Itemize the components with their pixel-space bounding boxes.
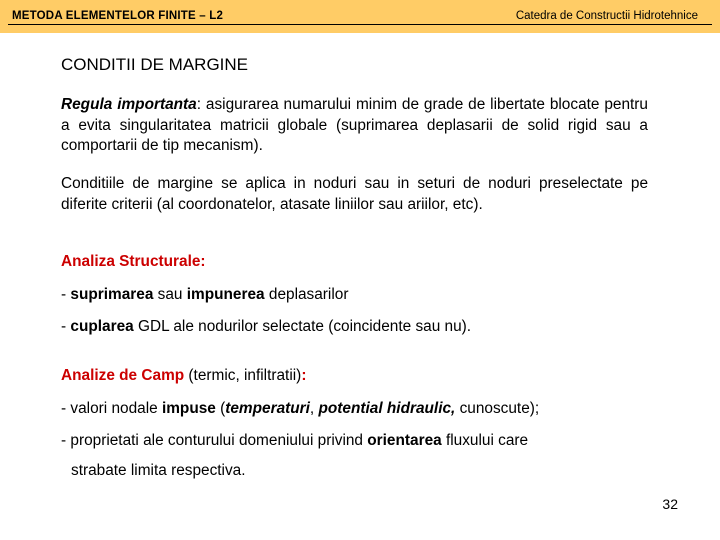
text-deplasarilor: deplasarilor [264, 286, 349, 303]
rule-label: Regula importanta [61, 96, 197, 113]
camp-item-2-continued: strabate limita respectiva. [71, 462, 246, 479]
structural-heading: Analiza Structurale: [61, 253, 206, 270]
text-cunoscute: cunoscute); [455, 400, 540, 417]
header-divider [8, 24, 712, 25]
bullet-prefix: - [61, 318, 71, 335]
emph-impuse: impuse [161, 400, 216, 417]
rule-text: : asigurarea numarului minim de grade de libertate blocate pentru a evita singularitatea matricii globale (suprimarea deplasarii de solid rigid sau a comportarii de tip mecanism). [61, 96, 648, 154]
emph-suprimarea: suprimarea [70, 286, 154, 303]
text-sau: sau [153, 286, 187, 303]
emph-cuplarea: cuplarea [70, 318, 134, 335]
text-proprietati: - proprietati ale conturului domeniului privind [61, 432, 368, 449]
paragraph-rule [61, 95, 648, 157]
camp-heading: Analize de Camp [61, 367, 185, 384]
header-course-title: METODA ELEMENTELOR FINITE – L2 [12, 10, 224, 22]
slide-title: CONDITII DE MARGINE [61, 55, 249, 74]
emph-impunerea: impunerea [186, 286, 265, 303]
camp-heading-line [61, 367, 306, 385]
text-gdl: GDL ale nodurilor selectate (coincidente sau nu). [133, 318, 472, 335]
text-comma: , [309, 400, 319, 417]
page-number: 32 [662, 496, 678, 512]
header-department: Catedra de Constructii Hidrotehnice [515, 10, 698, 22]
camp-paren: (termic, infiltratii) [184, 367, 302, 384]
bullet-prefix: - [61, 286, 71, 303]
text-fluxului: fluxului care [441, 432, 529, 449]
emph-orientarea: orientarea [367, 432, 442, 449]
text-open-paren: ( [215, 400, 226, 417]
emph-potential: potential hidraulic, [318, 400, 456, 417]
structural-item-1 [61, 286, 348, 304]
header-bar [0, 0, 720, 33]
camp-item-2 [61, 432, 528, 450]
camp-item-1 [61, 400, 539, 418]
emph-temperaturi: temperaturi [225, 400, 310, 417]
structural-item-2 [61, 318, 471, 336]
text-valori: - valori nodale [61, 400, 162, 417]
paragraph-conditions: Conditiile de margine se aplica in noduri sau in seturi de noduri preselectate pe diferite criterii (al coordonatelor, atasate liniilor sau ariilor, etc). [61, 175, 648, 213]
camp-colon: : [301, 367, 307, 384]
